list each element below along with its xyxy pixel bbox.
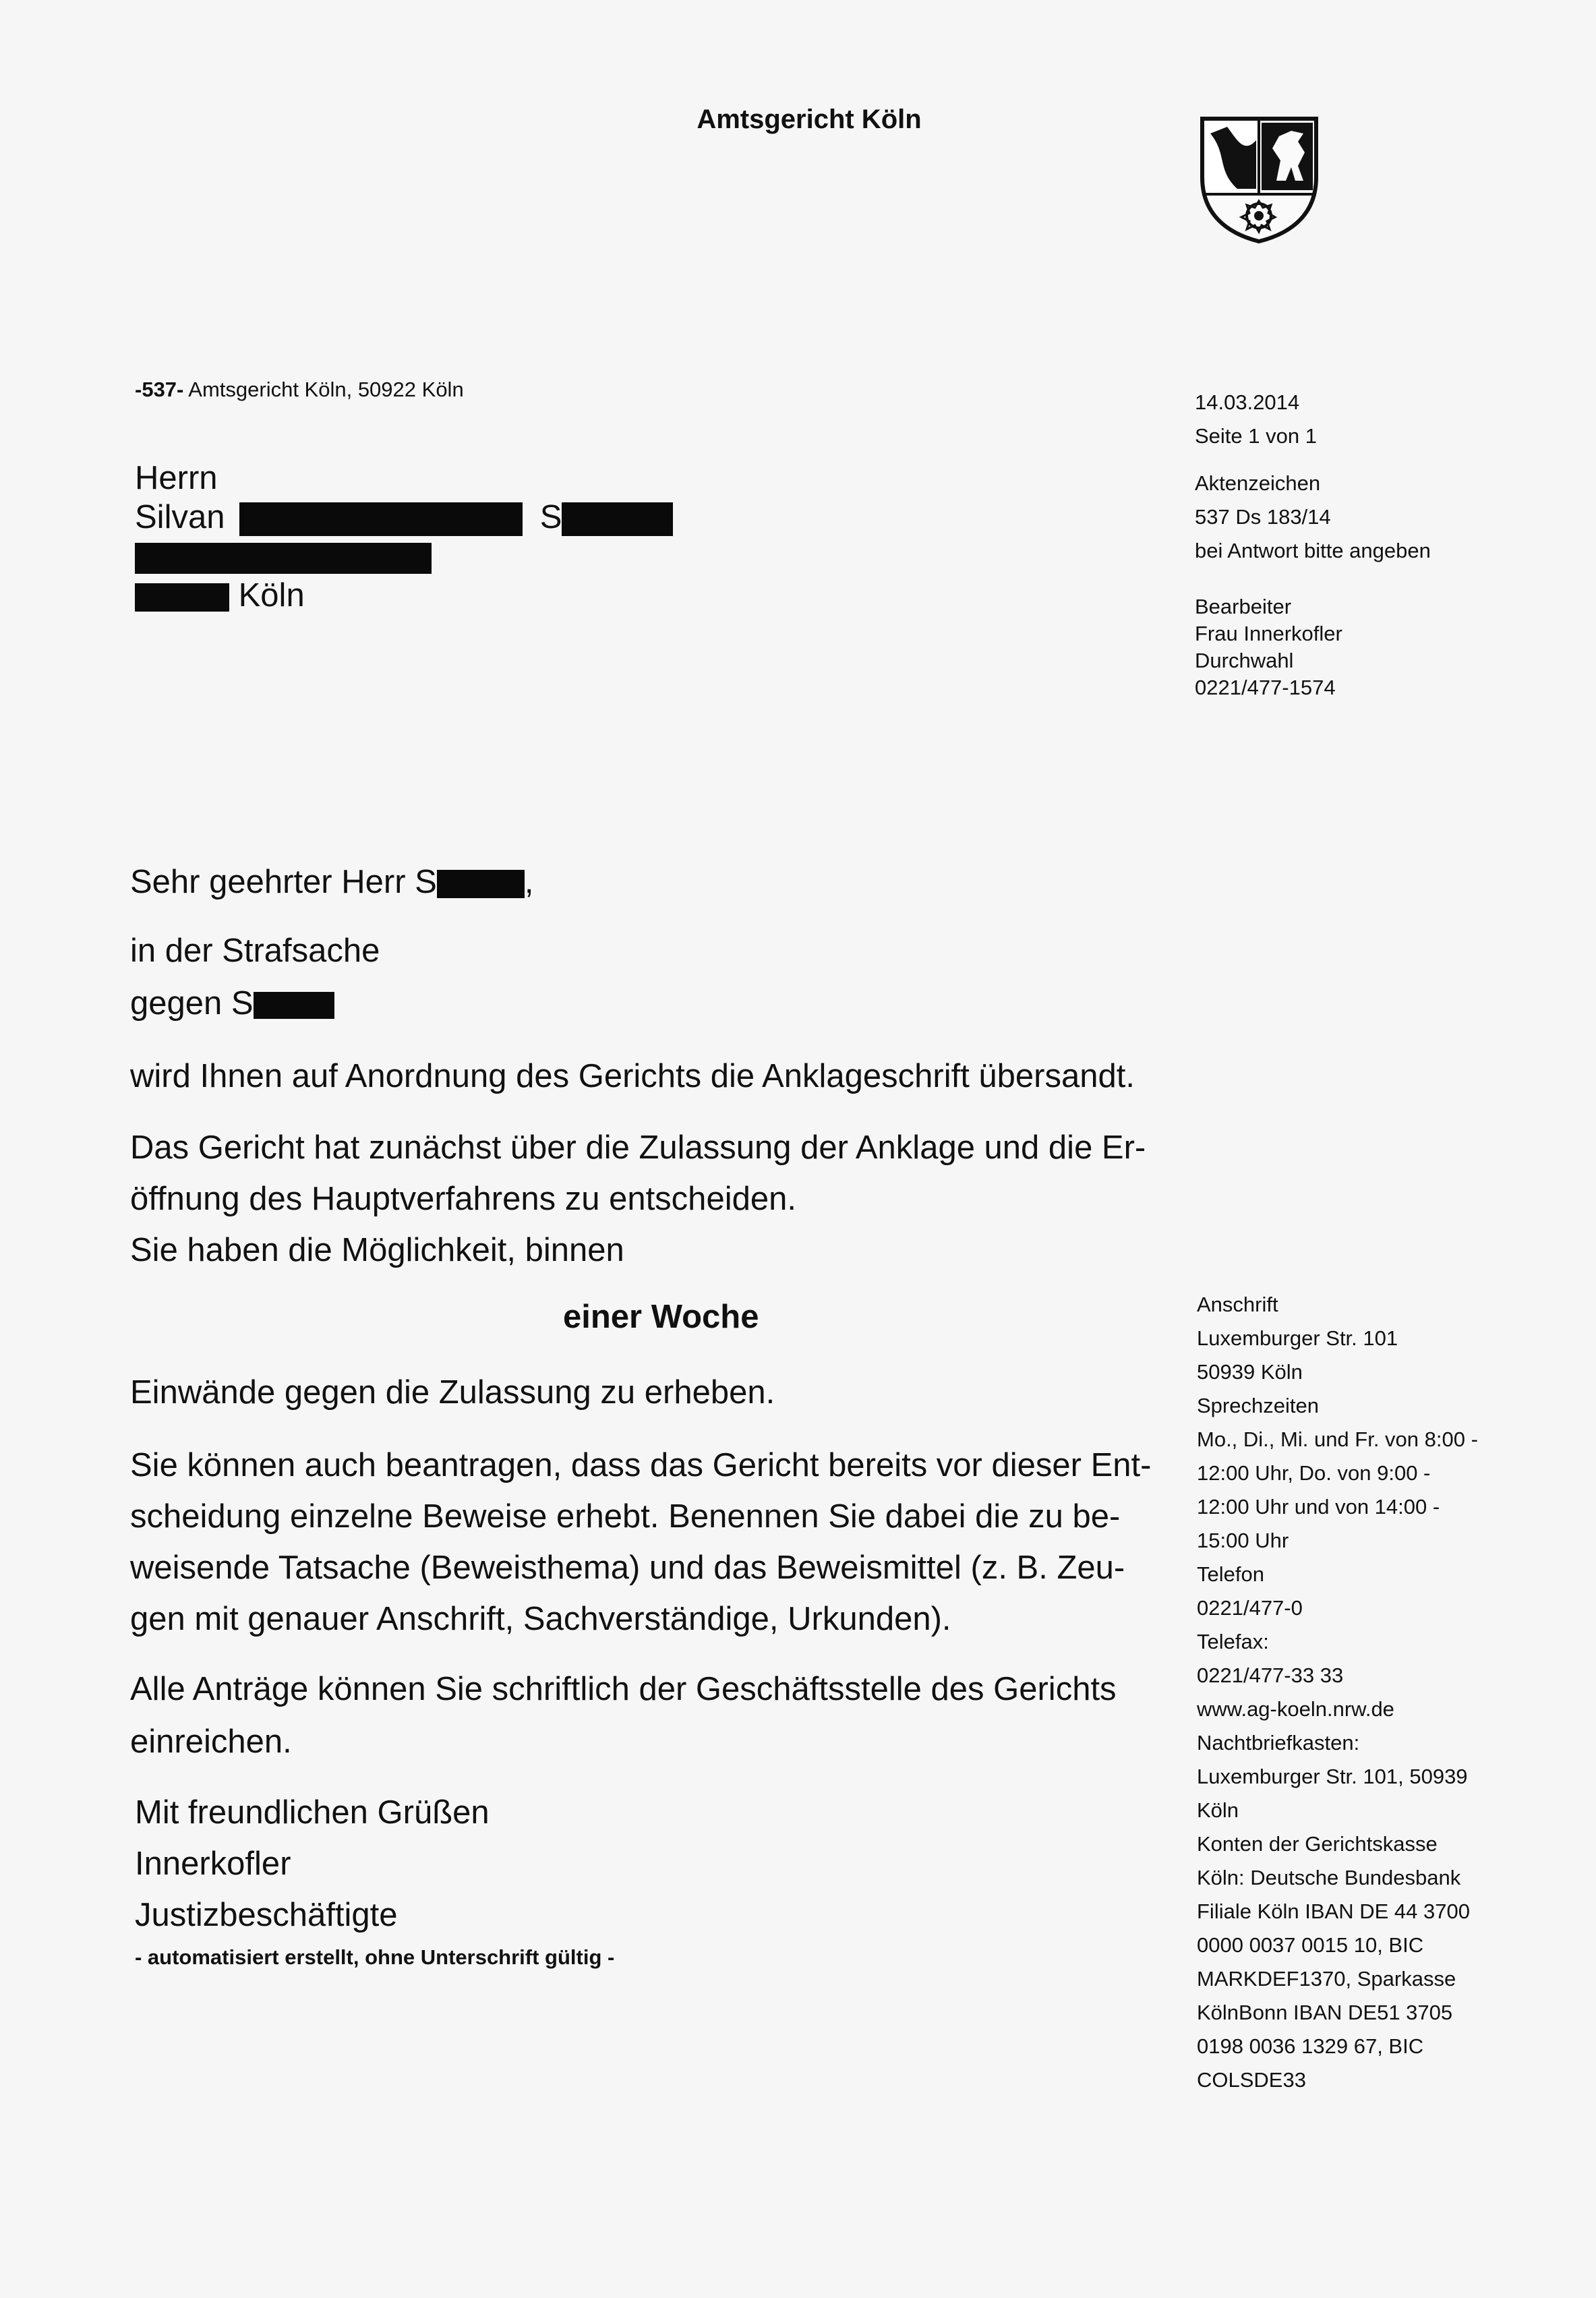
redaction-bar: [135, 543, 432, 574]
sender-line: [135, 378, 464, 402]
file-number: 537 Ds 183/14: [1195, 505, 1331, 529]
info-line: 0000 0037 0015 10, BIC: [1197, 1933, 1424, 1957]
info-line: 0221/477-33 33: [1197, 1663, 1344, 1687]
redaction-bar: [437, 870, 525, 898]
info-line: 15:00 Uhr: [1197, 1529, 1289, 1552]
info-line: www.ag-koeln.nrw.de: [1197, 1697, 1394, 1721]
sender-address: Amtsgericht Köln, 50922 Köln: [183, 378, 464, 401]
info-line: Filiale Köln IBAN DE 44 3700: [1197, 1899, 1470, 1923]
paragraph-decision-line-3: Sie haben die Möglichkeit, binnen: [130, 1232, 624, 1268]
redaction-bar: [562, 502, 673, 536]
page-indicator: Seite 1 von 1: [1195, 424, 1317, 448]
info-line: 12:00 Uhr, Do. von 9:00 -: [1197, 1461, 1431, 1485]
deadline: einer Woche: [563, 1299, 759, 1335]
info-line: Luxemburger Str. 101, 50939: [1197, 1765, 1468, 1788]
clerk-name: Frau Innerkofler: [1195, 622, 1342, 645]
phone-number: 0221/477-1574: [1195, 676, 1336, 699]
info-line: Sprechzeiten: [1197, 1394, 1319, 1417]
letter-date: 14.03.2014: [1195, 390, 1300, 414]
automated-note: - automatisiert erstellt, ohne Unterschrift gültig -: [135, 1945, 615, 1969]
court-info-block: [1197, 1288, 1478, 2097]
file-number-label: Aktenzeichen: [1195, 471, 1321, 495]
info-line: Köln: [1197, 1798, 1239, 1822]
signer-name: Innerkofler: [135, 1846, 291, 1882]
greeting: Sehr geehrter Herr S ,: [130, 864, 534, 900]
recipient-name-line: [135, 498, 673, 537]
recipient-street-line: [135, 537, 673, 576]
info-line: KölnBonn IBAN DE51 3705: [1197, 2001, 1453, 2024]
coat-of-arms-icon: [1197, 113, 1322, 245]
paragraph-evidence-line-4: gen mit genauer Anschrift, Sachverständige, Urkunden).: [130, 1601, 951, 1637]
info-line: 12:00 Uhr und von 14:00 -: [1197, 1495, 1440, 1519]
case-line: in der Strafsache: [130, 933, 380, 969]
info-line: Nachtbriefkasten:: [1197, 1731, 1360, 1755]
info-line: COLSDE33: [1197, 2068, 1306, 2092]
paragraph-submissions-line-1: Alle Anträge können Sie schriftlich der Geschäftsstelle des Gerichts: [130, 1671, 1117, 1707]
signer-role: Justizbeschäftigte: [135, 1897, 398, 1933]
phone-label: Durchwahl: [1195, 649, 1294, 672]
recipient-city-line: [135, 576, 673, 615]
info-line: Mo., Di., Mi. und Fr. von 8:00 -: [1197, 1427, 1478, 1451]
paragraph-evidence-line-3: weisende Tatsache (Beweisthema) und das Beweismittel (z. B. Zeu-: [130, 1550, 1125, 1586]
file-number-note: bei Antwort bitte angeben: [1195, 539, 1431, 562]
paragraph-evidence-line-2: scheidung einzelne Beweise erhebt. Benennen Sie dabei die zu be-: [130, 1498, 1121, 1535]
redaction-bar: [254, 992, 334, 1019]
recipient-salutation: Herrn: [135, 460, 218, 496]
info-line: Telefon: [1197, 1562, 1264, 1586]
closing: Mit freundlichen Grüßen: [135, 1794, 490, 1831]
paragraph-submissions-line-2: einreichen.: [130, 1724, 292, 1760]
against-line: gegen S: [130, 978, 334, 1029]
redaction-bar: [239, 502, 523, 536]
paragraph-evidence-line-1: Sie können auch beantragen, dass das Gericht bereits vor dieser Ent-: [130, 1447, 1152, 1483]
paragraph-indictment: wird Ihnen auf Anordnung des Gerichts die Anklageschrift übersandt.: [130, 1058, 1135, 1094]
info-line: 50939 Köln: [1197, 1360, 1303, 1384]
paragraph-decision-line-1: Das Gericht hat zunächst über die Zulassung der Anklage und die Er-: [130, 1129, 1146, 1166]
info-line: Anschrift: [1197, 1293, 1278, 1316]
redaction-bar: [135, 583, 229, 612]
recipient-address: [135, 459, 673, 615]
sender-code: -537-: [135, 378, 184, 401]
court-title: Amtsgericht Köln: [697, 105, 922, 134]
recipient-city: Köln: [238, 577, 305, 614]
info-line: Luxemburger Str. 101: [1197, 1326, 1398, 1350]
info-line: 0198 0036 1329 67, BIC: [1197, 2034, 1424, 2058]
recipient-surname-initial: S: [539, 499, 562, 535]
paragraph-decision-line-2: öffnung des Hauptverfahrens zu entscheiden.: [130, 1181, 796, 1217]
info-line: Köln: Deutsche Bundesbank: [1197, 1866, 1461, 1889]
info-line: Telefax:: [1197, 1630, 1269, 1653]
info-line: MARKDEF1370, Sparkasse: [1197, 1967, 1456, 1991]
info-line: 0221/477-0: [1197, 1596, 1303, 1620]
paragraph-objections: Einwände gegen die Zulassung zu erheben.: [130, 1374, 775, 1411]
recipient-first-name: Silvan: [135, 499, 225, 535]
clerk-label: Bearbeiter: [1195, 595, 1292, 618]
info-line: Konten der Gerichtskasse: [1197, 1832, 1438, 1856]
